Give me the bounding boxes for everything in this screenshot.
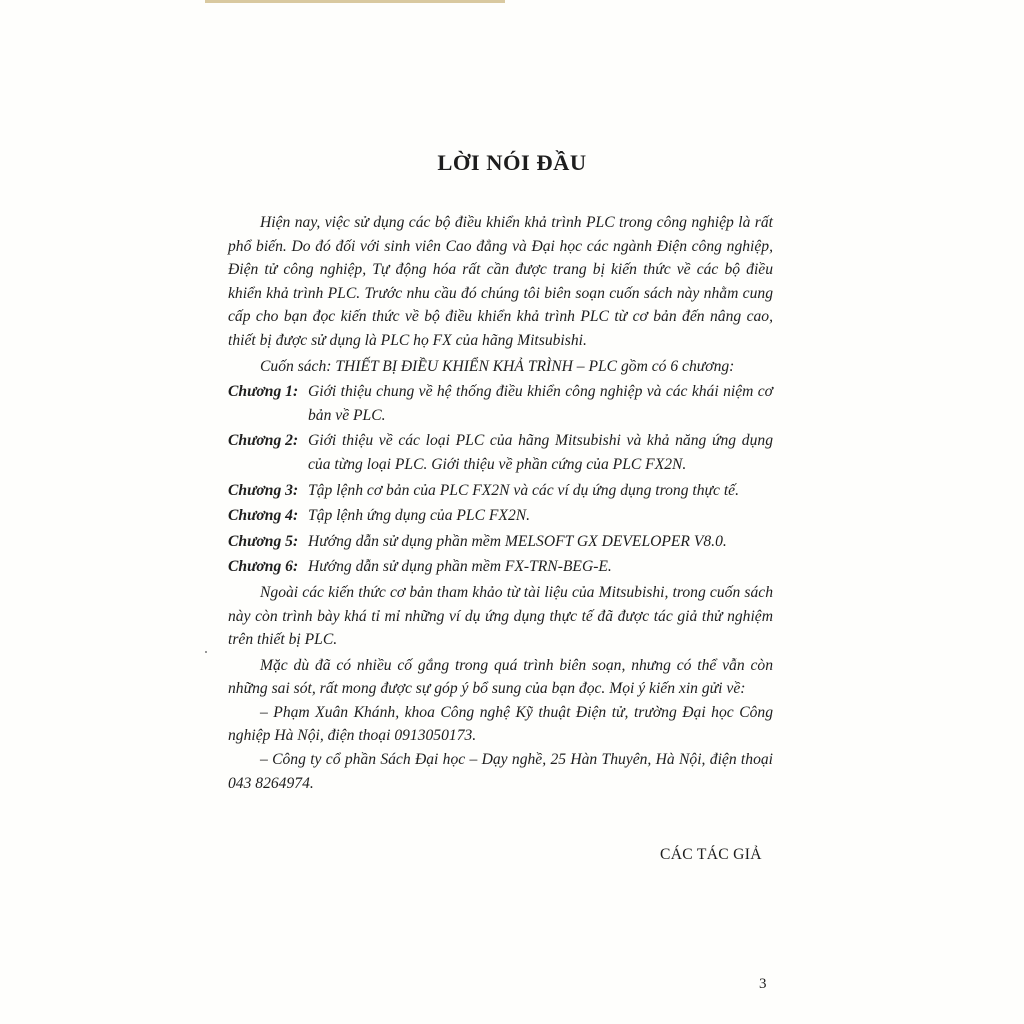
contact-author: – Phạm Xuân Khánh, khoa Công nghệ Kỹ thuật Điện tử, trường Đại học Công nghiệp Hà Nội, điện thoại 0913050173. (228, 703, 773, 745)
signature: CÁC TÁC GIẢ (660, 846, 762, 863)
paper-speck (205, 651, 207, 653)
chapter-label: Chương 4: (228, 507, 299, 525)
chapter-label: Chương 3: (228, 481, 299, 499)
chapter-item (228, 479, 773, 503)
page-top-edge (205, 0, 505, 3)
reference-paragraph: Ngoài các kiến thức cơ bản tham khảo từ tài liệu của Mitsubishi, trong cuốn sách này còn trình bày khá tỉ mỉ những ví dụ ứng dụng thực tế đã được tác giả thử nghiệm trên thiết bị PLC. (228, 583, 773, 649)
chapter-label: Chương 6: (228, 558, 299, 576)
feedback-paragraph: Mặc dù đã có nhiều cố gắng trong quá trình biên soạn, nhưng có thể vẫn còn những sai sót, rất mong được sự góp ý bổ sung của bạn đọc. Mọi ý kiến xin gửi về: (228, 656, 773, 698)
chapter-item (228, 380, 773, 427)
page-title: LỜI NÓI ĐẦU (437, 150, 587, 175)
chapter-text: Hướng dẫn sử dụng phần mềm MELSOFT GX DEVELOPER V8.0. (308, 532, 727, 550)
page-number: 3 (759, 976, 767, 992)
chapter-label: Chương 5: (228, 532, 299, 550)
chapter-item (228, 504, 773, 528)
chapter-text: Tập lệnh ứng dụng của PLC FX2N. (308, 507, 531, 525)
chapter-text: Giới thiệu chung về hệ thống điều khiển công nghiệp và các khái niệm cơ bản về PLC. (308, 383, 773, 424)
chapter-text: Tập lệnh cơ bản của PLC FX2N và các ví dụ ứng dụng trong thực tế. (308, 481, 739, 499)
preface-body (228, 211, 773, 795)
chapter-item (228, 429, 773, 476)
chapter-text: Hướng dẫn sử dụng phần mềm FX-TRN-BEG-E. (308, 558, 612, 576)
contact-publisher: – Công ty cổ phần Sách Đại học – Dạy nghề, 25 Hàn Thuyên, Hà Nội, điện thoại 043 8264974. (228, 751, 773, 792)
intro-paragraph: Hiện nay, việc sử dụng các bộ điều khiển khả trình PLC trong công nghiệp là rất phổ biến. Do đó đối với sinh viên Cao đẳng và Đại học các ngành Điện công nghiệp, Điện tử công nghiệp, Tự động hóa rất cần được trang bị kiến thức về các bộ điều khiển khả trình PLC. Trước nhu cầu đó chúng tôi biên soạn cuốn sách này nhằm cung cấp cho bạn đọc kiến thức về bộ điều khiển khả trình PLC từ cơ bản đến nâng cao, thiết bị được sử dụng là PLC họ FX của hãng Mitsubishi. (228, 214, 773, 349)
book-summary: Cuốn sách: THIẾT BỊ ĐIỀU KHIỂN KHẢ TRÌNH – PLC gồm có 6 chương: (260, 357, 735, 375)
chapter-label: Chương 1: (228, 383, 299, 401)
chapter-label: Chương 2: (228, 432, 299, 450)
chapter-item (228, 530, 773, 554)
chapter-text: Giới thiệu về các loại PLC của hãng Mitsubishi và khả năng ứng dụng của từng loại PLC. Giới thiệu về phần cứng của PLC FX2N. (308, 432, 773, 473)
chapter-item (228, 555, 773, 579)
